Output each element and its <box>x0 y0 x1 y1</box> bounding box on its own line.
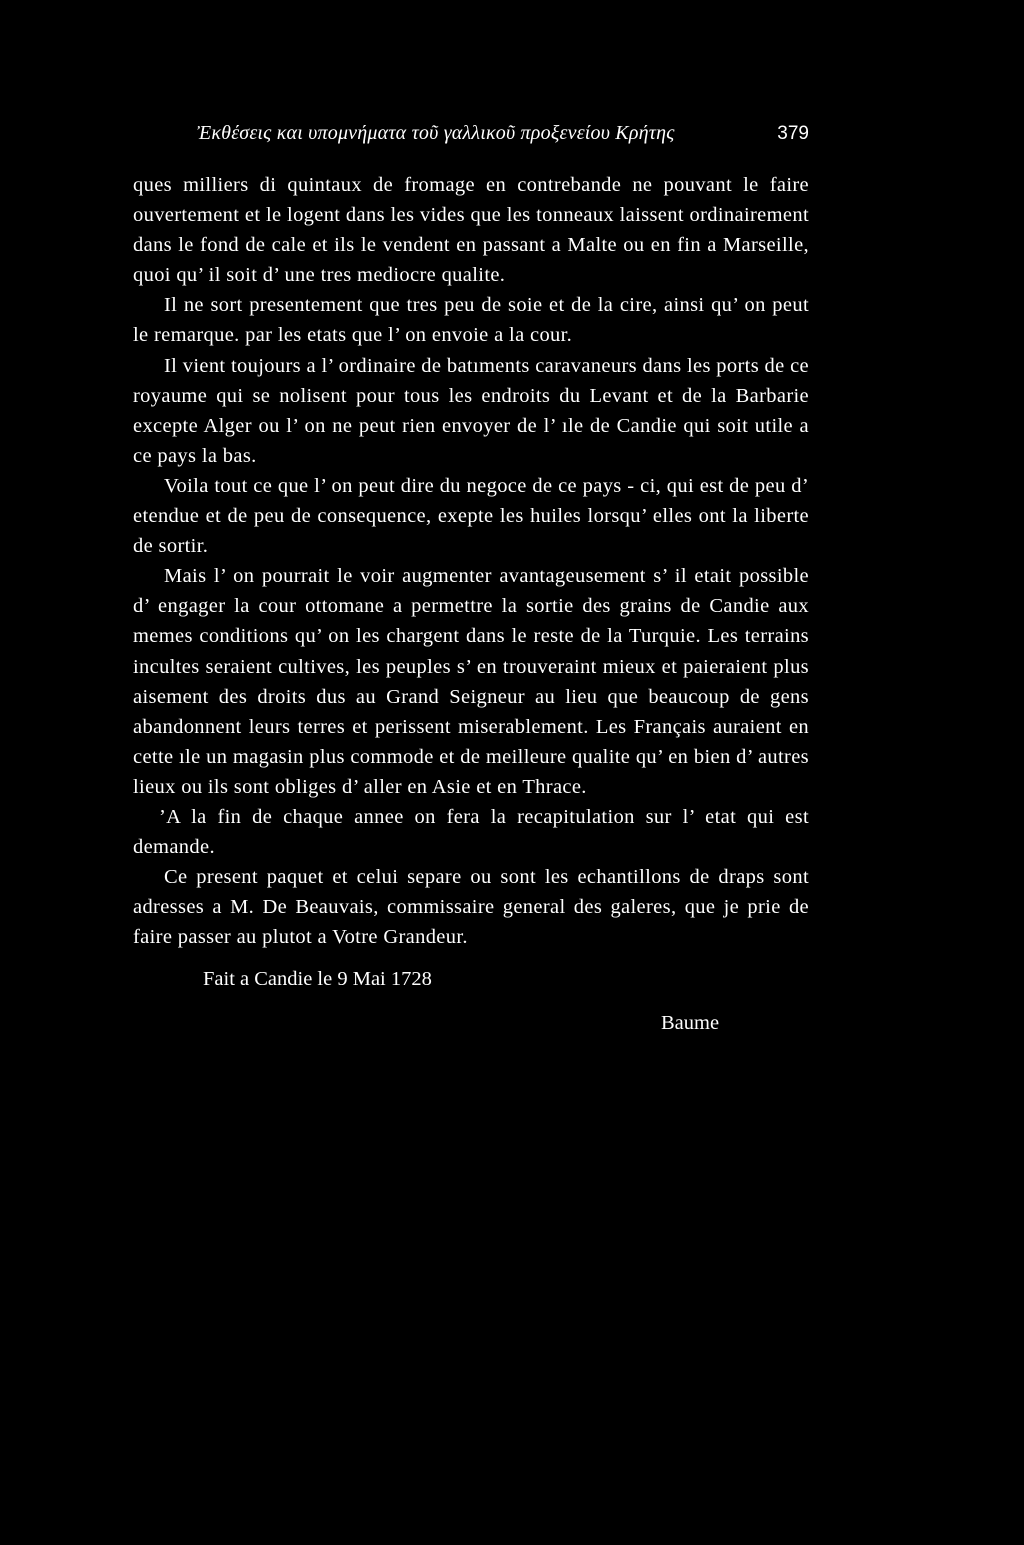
paragraph-recapitulation: ’A la fin de chaque annee on fera la recapitulation sur l’ etat qui est demande. <box>133 805 809 859</box>
paragraph-batiments: Il vient toujours a l’ ordinaire de batıments caravaneurs dans les ports de ce royaume qui se nolisent pour tous les endroits du Levant et de la Barbarie excepte Alger ou l’ on ne peut rien envoyer de l’ ıle de Candie qui soit utile a ce pays la bas. <box>133 354 809 467</box>
paragraph-soie-cire: Il ne sort presentement que tres peu de soie et de la cire, ainsi qu’ on peut le remarque. par les etats que l’ on envoie a la cour. <box>133 294 809 347</box>
paragraph-negoce: Voila tout ce que l’ on peut dire du negoce de ce pays - ci, qui est de peu d’ etendue et de peu de consequence, exepte les huiles lorsqu’ elles ont la liberte de sortir. <box>133 474 809 558</box>
place-date-line: Fait a Candie le 9 Mai 1728 <box>203 968 432 991</box>
paragraph-continuation: ques milliers di quintaux de fromage en contrebande ne pouvant le faire ouvertement et le logent dans les vides que les tonneaux laissent ordinairement dans le fond de cale et ils le vendent en passant a Malte ou en fin a Marseille, quoi qu’ il soit d’ une tres mediocre qualite. <box>133 174 809 287</box>
page-number: 379 <box>777 123 809 144</box>
running-header <box>133 122 809 154</box>
closing-block <box>133 968 809 1048</box>
running-header-title: Ἐκθέσεις και υπομνήματα τοῦ γαλλικοῦ προξενείου Κρήτης <box>197 122 675 144</box>
document-page <box>133 122 809 1048</box>
paragraph-paquet: Ce present paquet et celui separe ou sont les echantillons de draps sont adresses a M. De Beauvais, commissaire general des galeres, que je prie de faire passer au plutot a Votre Grandeur. <box>133 866 809 949</box>
signature: Baume <box>661 1012 720 1035</box>
body-text <box>133 170 809 952</box>
paragraph-grains: Mais l’ on pourrait le voir augmenter avantageusement s’ il etait possible d’ engager la cour ottomane a permettre la sortie des grains de Candie aux memes conditions qu’ on les chargent dans le reste de la Turquie. Les terrains incultes seraient cultives, les peuples s’ en trouveraint mieux et paieraient plus aisement des droits dus au Grand Seigneur au lieu que beaucoup de gens abandonnent leurs terres et perissent miserablement. Les Français auraient en cette ıle un magasin plus commode et de meilleure qualite qu’ en bien d’ autres lieux ou ils sont obliges d’ aller en Asie et en Thrace. <box>133 565 809 798</box>
